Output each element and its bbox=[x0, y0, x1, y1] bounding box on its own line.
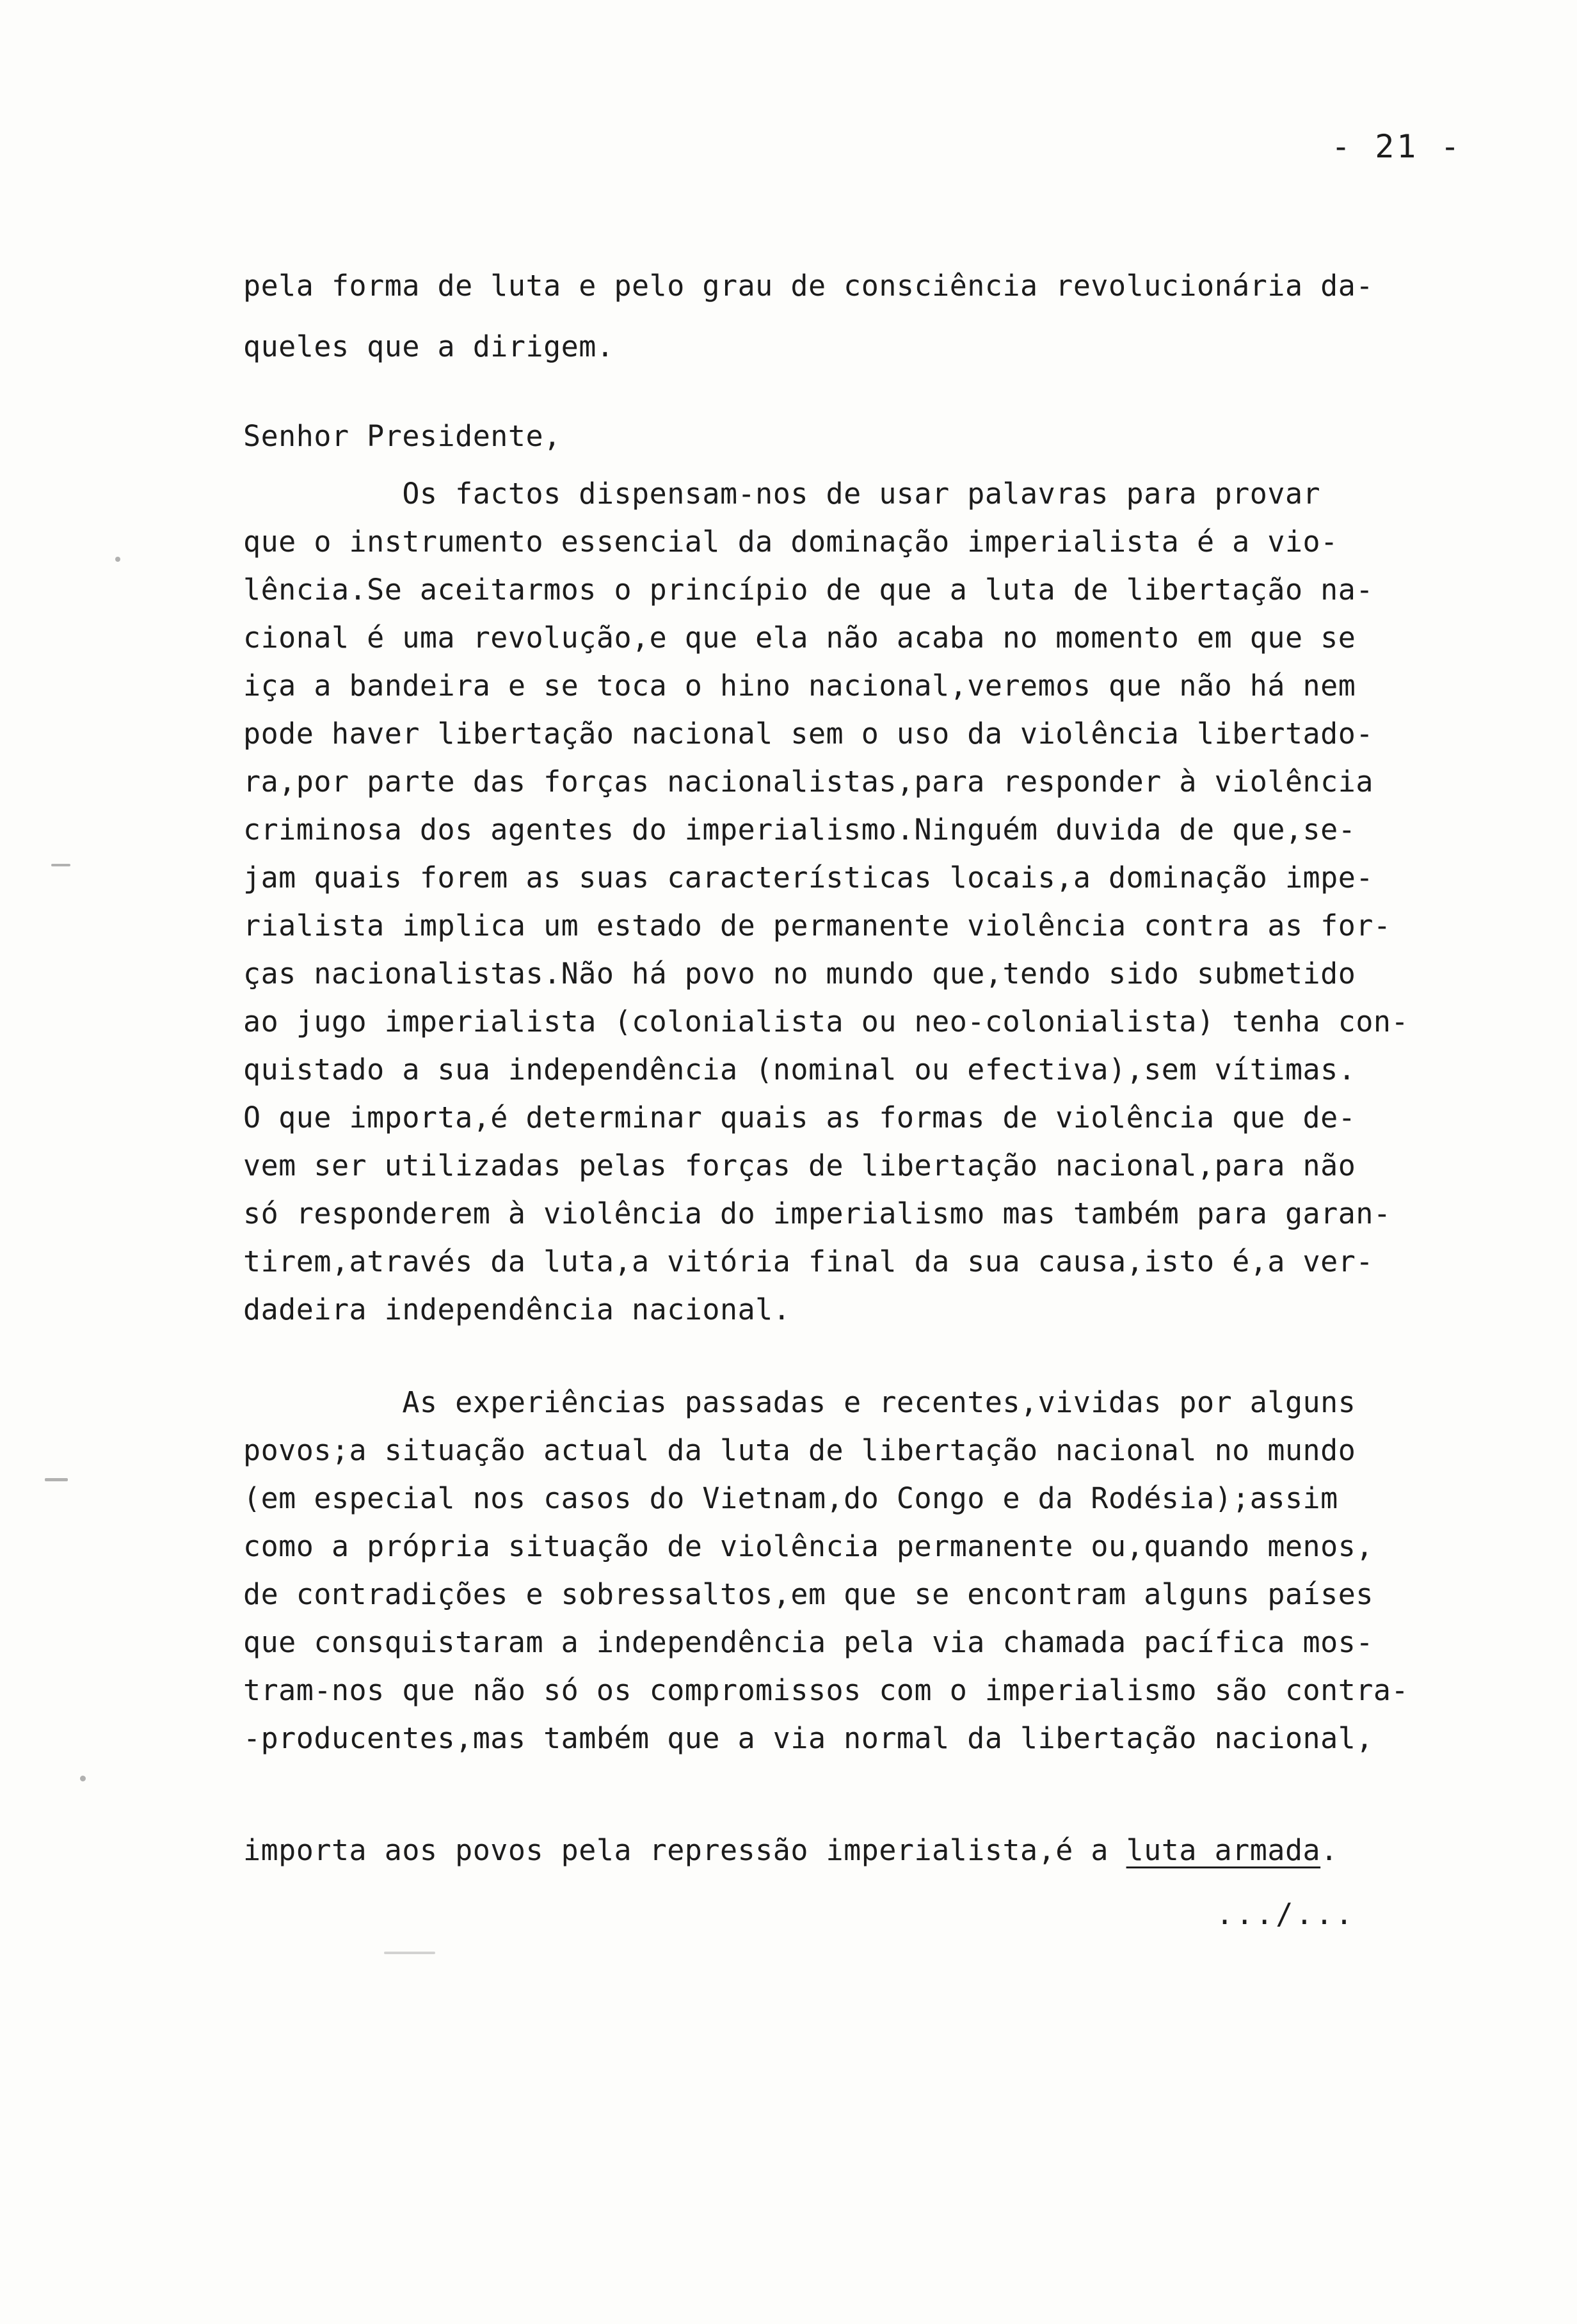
page-number: - 21 - bbox=[1331, 128, 1462, 165]
text-line: (em especial nos casos do Vietnam,do Congo e da Rodésia);assim bbox=[243, 1481, 1338, 1515]
text-line: lência.Se aceitarmos o princípio de que a luta de libertação na- bbox=[243, 573, 1373, 607]
text-line: rialista implica um estado de permanente violência contra as for- bbox=[243, 909, 1391, 943]
continuation-mark: .../... bbox=[1216, 1897, 1356, 1931]
text-line: vem ser utilizadas pelas forças de libertação nacional,para não bbox=[243, 1149, 1356, 1182]
text-line: pode haver libertação nacional sem o uso da violência libertado- bbox=[243, 717, 1373, 751]
text-line: de contradições e sobressaltos,em que se encontram alguns países bbox=[243, 1577, 1373, 1611]
text-line-last bbox=[243, 1833, 1338, 1867]
margin-speck bbox=[80, 1776, 86, 1781]
text-line: Os factos dispensam-nos de usar palavras para provar bbox=[243, 477, 1321, 511]
text-line: só responderem à violência do imperialismo mas também para garan- bbox=[243, 1197, 1391, 1230]
text-line: que consquistaram a independência pela via chamada pacífica mos- bbox=[243, 1625, 1373, 1659]
text-line: jam quais forem as suas características locais,a dominação impe- bbox=[243, 861, 1373, 895]
text-line: tirem,através da luta,a vitória final da sua causa,isto é,a ver- bbox=[243, 1245, 1373, 1278]
text-line: O que importa,é determinar quais as formas de violência que de- bbox=[243, 1101, 1356, 1134]
text-line: dadeira independência nacional. bbox=[243, 1293, 791, 1326]
margin-speck bbox=[384, 1952, 435, 1954]
underlined-phrase: luta armada bbox=[1126, 1833, 1321, 1867]
text-line: As experiências passadas e recentes,vividas por alguns bbox=[243, 1385, 1356, 1419]
text-line: ças nacionalistas.Não há povo no mundo que,tendo sido submetido bbox=[243, 957, 1356, 991]
text-line: ra,por parte das forças nacionalistas,para responder à violência bbox=[243, 765, 1373, 799]
text-line: iça a bandeira e se toca o hino nacional,veremos que não há nem bbox=[243, 669, 1356, 703]
text-line: povos;a situação actual da luta de libertação nacional no mundo bbox=[243, 1433, 1356, 1467]
text-line: criminosa dos agentes do imperialismo.Ninguém duvida de que,se- bbox=[243, 813, 1356, 847]
text-line: tram-nos que não só os compromissos com o imperialismo são contra- bbox=[243, 1673, 1409, 1707]
text-line: como a própria situação de violência permanente ou,quando menos, bbox=[243, 1529, 1373, 1563]
margin-speck bbox=[51, 864, 70, 866]
text-line: cional é uma revolução,e que ela não acaba no momento em que se bbox=[243, 621, 1356, 655]
text-line: que o instrumento essencial da dominação imperialista é a vio- bbox=[243, 525, 1338, 559]
text-line: -producentes,mas também que a via normal da libertação nacional, bbox=[243, 1721, 1373, 1755]
margin-speck bbox=[115, 557, 120, 562]
text-line: pela forma de luta e pelo grau de consciência revolucionária da- bbox=[243, 269, 1373, 303]
last-line-suffix: . bbox=[1320, 1833, 1338, 1867]
last-line-prefix: importa aos povos pela repressão imperialista,é a bbox=[243, 1833, 1126, 1867]
text-line: Senhor Presidente, bbox=[243, 419, 561, 453]
margin-speck bbox=[45, 1478, 68, 1481]
text-line: quistado a sua independência (nominal ou efectiva),sem vítimas. bbox=[243, 1053, 1356, 1086]
text-line: queles que a dirigem. bbox=[243, 330, 614, 363]
text-line: ao jugo imperialista (colonialista ou neo-colonialista) tenha con- bbox=[243, 1005, 1409, 1039]
